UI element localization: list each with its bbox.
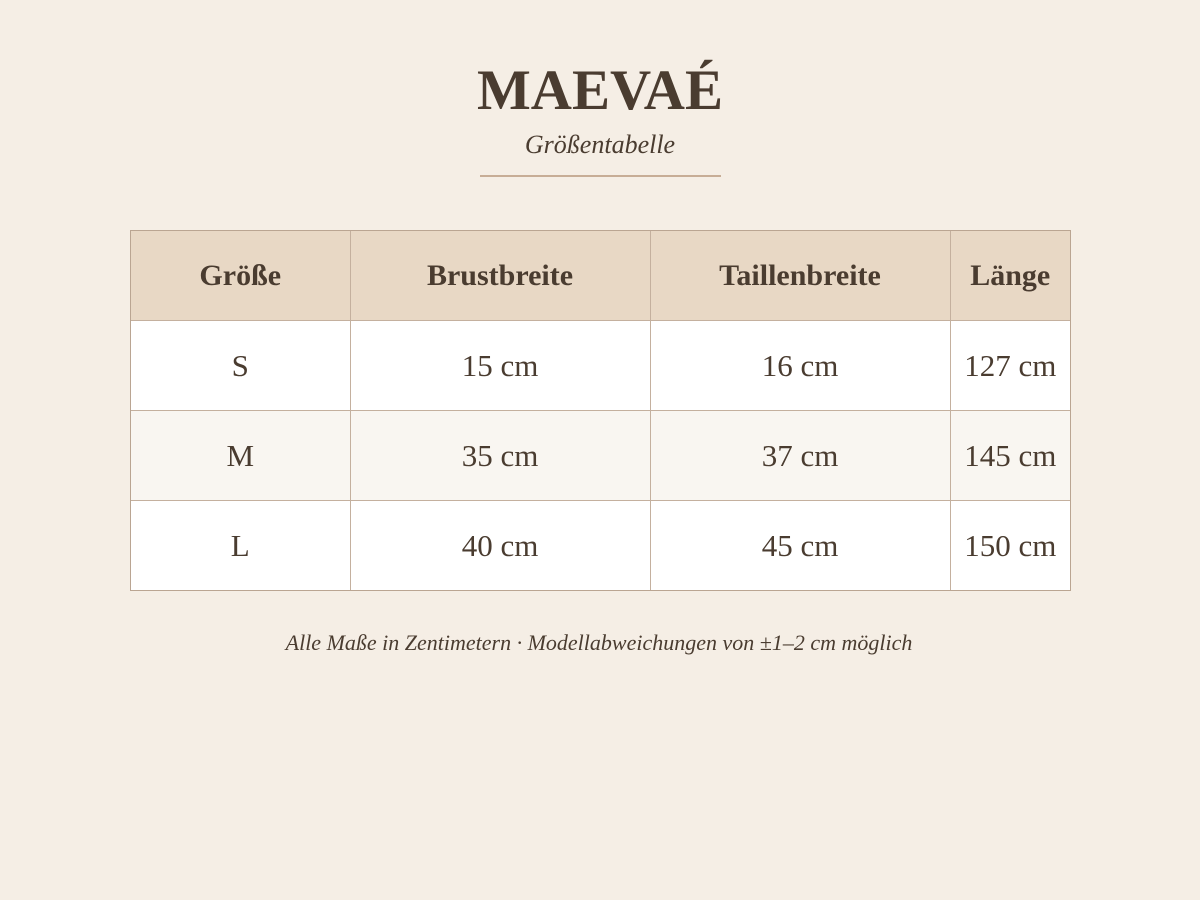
cell-chest-width: 15 cm: [350, 321, 650, 411]
measurement-footnote: Alle Maße in Zentimetern · Modellabweichungen von ±1–2 cm möglich: [285, 630, 913, 655]
brand-title: MAEVAÉ: [477, 59, 723, 122]
cell-size: L: [131, 501, 350, 591]
cell-chest-width: 40 cm: [350, 501, 650, 591]
cell-size: S: [131, 321, 350, 411]
page-subtitle: Größentabelle: [524, 130, 676, 159]
table-row: [131, 411, 1070, 501]
cell-length: 150 cm: [950, 501, 1070, 591]
column-header-length: Länge: [950, 231, 1070, 321]
column-header-size: Größe: [131, 231, 350, 321]
cell-waist-width: 16 cm: [650, 321, 950, 411]
size-chart-table: [130, 230, 1071, 591]
column-header-chest-width: Brustbreite: [350, 231, 650, 321]
table-row: [131, 321, 1070, 411]
cell-waist-width: 37 cm: [650, 411, 950, 501]
size-table: [131, 231, 1070, 590]
table-row: [131, 501, 1070, 591]
table-header-row: [131, 231, 1070, 321]
cell-length: 145 cm: [950, 411, 1070, 501]
column-header-waist-width: Taillenbreite: [650, 231, 950, 321]
title-divider: [480, 175, 721, 177]
cell-chest-width: 35 cm: [350, 411, 650, 501]
cell-size: M: [131, 411, 350, 501]
cell-waist-width: 45 cm: [650, 501, 950, 591]
cell-length: 127 cm: [950, 321, 1070, 411]
